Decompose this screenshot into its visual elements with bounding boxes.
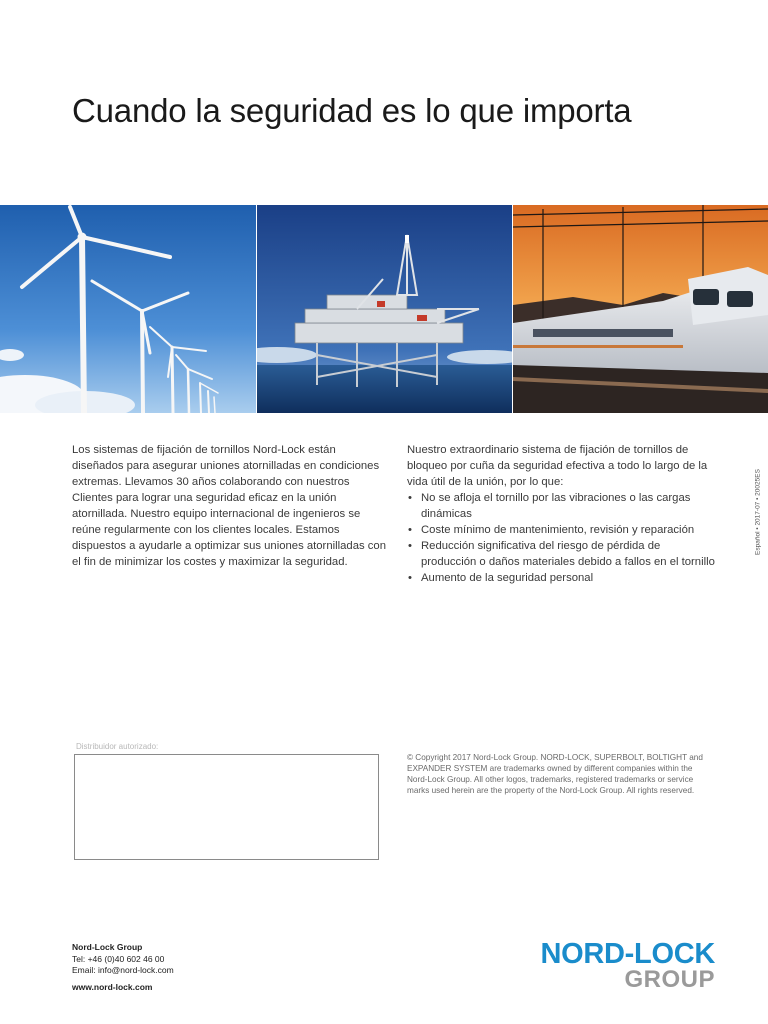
page-title: Cuando la seguridad es lo que importa — [72, 92, 632, 129]
benefits-intro: Nuestro extraordinario sistema de fijación de tornillos de bloqueo por cuña da seguridad efectiva a todo lo largo de la vida útil de la unión, por lo que: — [407, 444, 708, 488]
list-item: • Aumento de la seguridad personal — [407, 570, 717, 586]
high-speed-train-photo — [513, 205, 768, 413]
company-name: Nord-Lock Group — [72, 942, 143, 952]
email-address: Email: info@nord-lock.com — [72, 965, 174, 975]
distributor-label: Distribuidor autorizado: — [76, 742, 159, 751]
benefits-list — [407, 490, 717, 586]
list-item: • Reducción significativa del riesgo de pérdida de producción o daños materiales debido a fallos en el tornillo — [407, 538, 717, 570]
website-link[interactable]: www.nord-lock.com — [72, 981, 153, 992]
footer-contact — [72, 942, 174, 993]
benefits-column — [407, 442, 717, 586]
offshore-oil-platform-photo — [257, 205, 512, 413]
intro-column — [72, 442, 387, 570]
list-item: • Coste mínimo de mantenimiento, revisión y reparación — [407, 522, 717, 538]
wind-turbines-photo — [0, 205, 256, 413]
photo-strip — [0, 205, 768, 413]
intro-paragraph: Los sistemas de fijación de tornillos Nord-Lock están diseñados para asegurar uniones atornilladas en condiciones extremas. Llevamos 30 años colaborando con nuestros Clientes para lograr una seguridad eficaz en la unión atornillada. Nuestro equipo internacional de ingenieros se reúne regularmente con los clientes locales. Estamos dispuestos a ayudarle a optimizar sus uniones atornilladas con el fin de minimizar los costes y maximizar la seguridad. — [72, 444, 386, 568]
document-code: Español • 2017-07 • 20025ES — [754, 469, 762, 555]
distributor-box — [74, 754, 379, 860]
logo-wordmark-bottom: GROUP — [624, 966, 715, 993]
phone-number: Tel: +46 (0)40 602 46 00 — [72, 953, 165, 964]
logo-wordmark-top: NORD-LOCK — [540, 938, 715, 970]
copyright-notice: © Copyright 2017 Nord-Lock Group. NORD-LOCK, SUPERBOLT, BOLTIGHT and EXPANDER SYSTEM are trademarks owned by different companies within the Nord-Lock Group. All other logos, trademarks, registered trademarks or service marks used herein are the property of the Nord-Lock Group. All rights reserved. — [407, 753, 703, 795]
nord-lock-group-logo — [515, 940, 715, 992]
list-item: • No se afloja el tornillo por las vibraciones o las cargas dinámicas — [407, 490, 717, 522]
